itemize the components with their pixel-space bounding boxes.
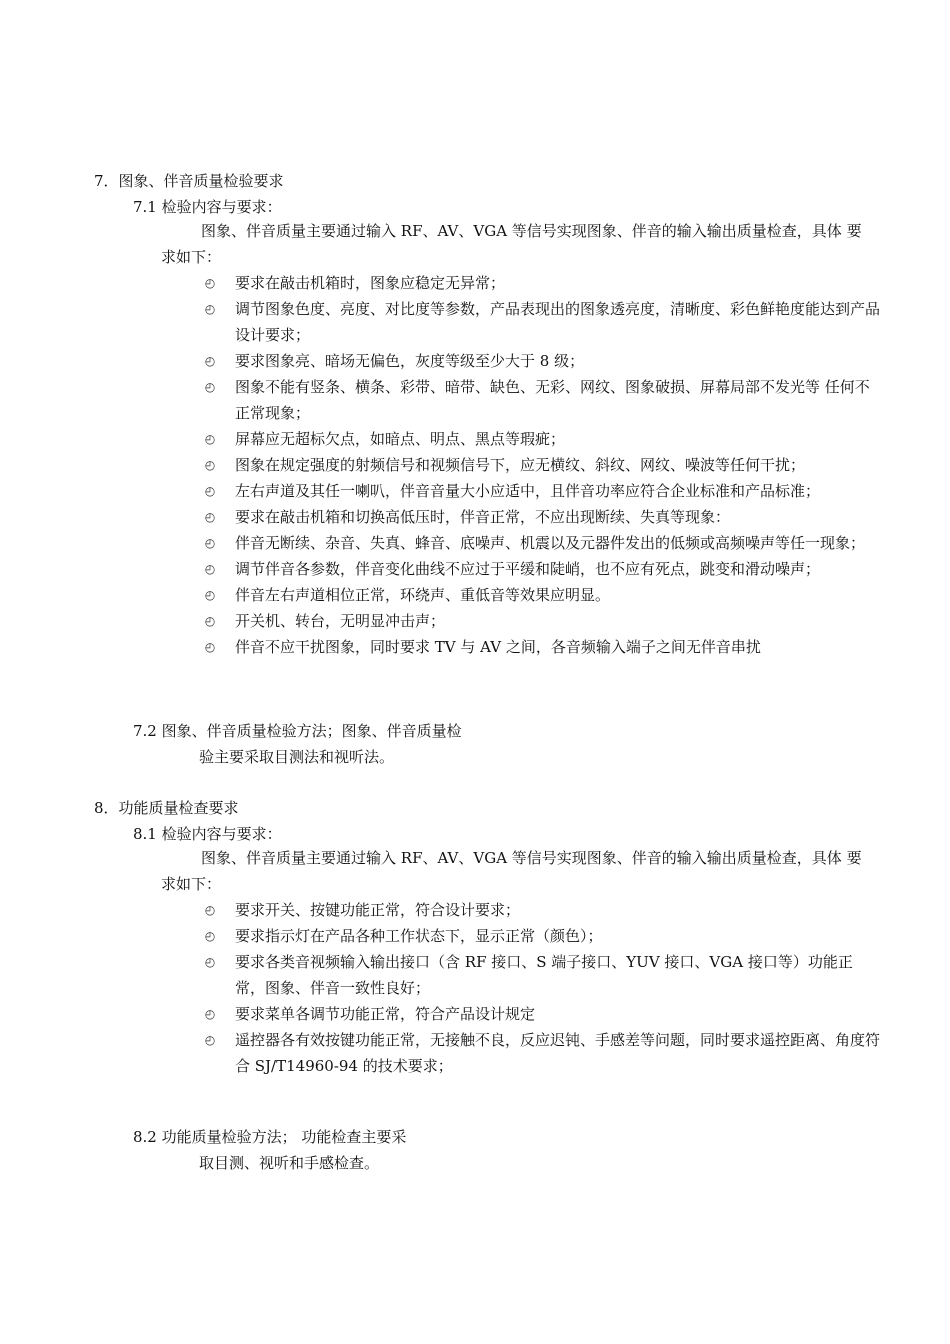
list-item: ◴ 调节图象色度、亮度、对比度等参数，产品表现出的图象透亮度，清晰度、彩色鲜艳度能达到产品设计要求； (200, 296, 880, 348)
clock-bullet-icon: ◴ (204, 588, 216, 602)
section-7-2-line-1: 7.2 图象、伴音质量检验方法；图象、伴音质量检 (133, 722, 462, 740)
clock-bullet-icon: ◴ (204, 380, 216, 394)
list-item: ◴ 伴音不应干扰图象，同时要求 TV 与 AV 之间，各音频输入端子之间无伴音串扰 (200, 634, 880, 660)
clock-bullet-icon: ◴ (204, 432, 216, 446)
list-item: ◴ 调节伴音各参数，伴音变化曲线不应过于平缓和陡峭，也不应有死点，跳变和滑动噪声； (200, 556, 880, 582)
list-item: ◴ 要求指示灯在产品各种工作状态下，显示正常（颜色）； (200, 923, 880, 949)
clock-bullet-icon: ◴ (204, 458, 216, 472)
section-8-2-method (133, 1124, 493, 1176)
section-7-requirements-list (200, 270, 880, 660)
list-item: ◴ 要求在敲击机箱时，图象应稳定无异常； (200, 270, 880, 296)
clock-bullet-icon: ◴ (204, 354, 216, 368)
list-item: ◴ 要求开关、按键功能正常，符合设计要求； (200, 897, 880, 923)
clock-bullet-icon: ◴ (204, 510, 216, 524)
section-7-heading: 7．图象、伴音质量检验要求 (94, 172, 284, 190)
clock-bullet-icon: ◴ (204, 614, 216, 628)
list-item: ◴ 要求图象亮、暗场无偏色，灰度等级至少大于 8 级； (200, 348, 880, 374)
list-item: ◴ 要求各类音视频输入输出接口（含 RF 接口、S 端子接口、YUV 接口、VGA 接口等）功能正常，图象、伴音一致性良好； (200, 949, 880, 1001)
clock-bullet-icon: ◴ (204, 562, 216, 576)
list-item: ◴ 要求菜单各调节功能正常，符合产品设计规定 (200, 1001, 880, 1027)
section-7-2-method (133, 718, 493, 770)
clock-bullet-icon: ◴ (204, 484, 216, 498)
list-item: ◴ 图象在规定强度的射频信号和视频信号下，应无横纹、斜纹、网纹、噪波等任何干扰； (200, 452, 880, 478)
list-item: ◴ 遥控器各有效按键功能正常，无接触不良，反应迟钝、手感差等问题，同时要求遥控距离、角度符合 SJ/T14960-94 的技术要求； (200, 1027, 880, 1079)
list-item: ◴ 开关机、转台，无明显冲击声； (200, 608, 880, 634)
section-7-2-line-2: 验主要采取目测法和视听法。 (199, 748, 395, 766)
clock-bullet-icon: ◴ (204, 1033, 216, 1047)
clock-bullet-icon: ◴ (204, 640, 216, 654)
section-8-1-heading: 8.1 检验内容与要求： (133, 825, 282, 843)
clock-bullet-icon: ◴ (204, 1007, 216, 1021)
section-8-2-line-1: 8.2 功能质量检验方法； 功能检查主要采 (133, 1128, 407, 1146)
section-8-intro: 图象、伴音质量主要通过输入 RF、AV、VGA 等信号实现图象、伴音的输入输出质量检查，具体 要求如下： (161, 849, 862, 893)
list-item: ◴ 伴音左右声道相位正常，环绕声、重低音等效果应明显。 (200, 582, 880, 608)
clock-bullet-icon: ◴ (204, 929, 216, 943)
clock-bullet-icon: ◴ (204, 903, 216, 917)
list-item: ◴ 要求在敲击机箱和切换高低压时，伴音正常，不应出现断续、失真等现象： (200, 504, 880, 530)
section-8-2-line-2: 取目测、视听和手感检查。 (199, 1154, 380, 1172)
clock-bullet-icon: ◴ (204, 955, 216, 969)
section-7-intro: 图象、伴音质量主要通过输入 RF、AV、VGA 等信号实现图象、伴音的输入输出质量检查，具体 要求如下： (161, 222, 862, 266)
list-item: ◴ 伴音无断续、杂音、失真、蜂音、底噪声、机震以及元器件发出的低频或高频噪声等任一现象； (200, 530, 880, 556)
clock-bullet-icon: ◴ (204, 276, 216, 290)
clock-bullet-icon: ◴ (204, 536, 216, 550)
list-item: ◴ 左右声道及其任一喇叭，伴音音量大小应适中，且伴音功率应符合企业标准和产品标准； (200, 478, 880, 504)
list-item: ◴ 图象不能有竖条、横条、彩带、暗带、缺色、无彩、网纹、图象破损、屏幕局部不发光等 任何不正常现象； (200, 374, 880, 426)
section-8-heading: 8．功能质量检查要求 (94, 799, 239, 817)
section-8-requirements-list (200, 897, 880, 1079)
clock-bullet-icon: ◴ (204, 302, 216, 316)
list-item: ◴ 屏幕应无超标欠点，如暗点、明点、黑点等瑕疵； (200, 426, 880, 452)
section-7-1-heading: 7.1 检验内容与要求： (133, 198, 282, 216)
